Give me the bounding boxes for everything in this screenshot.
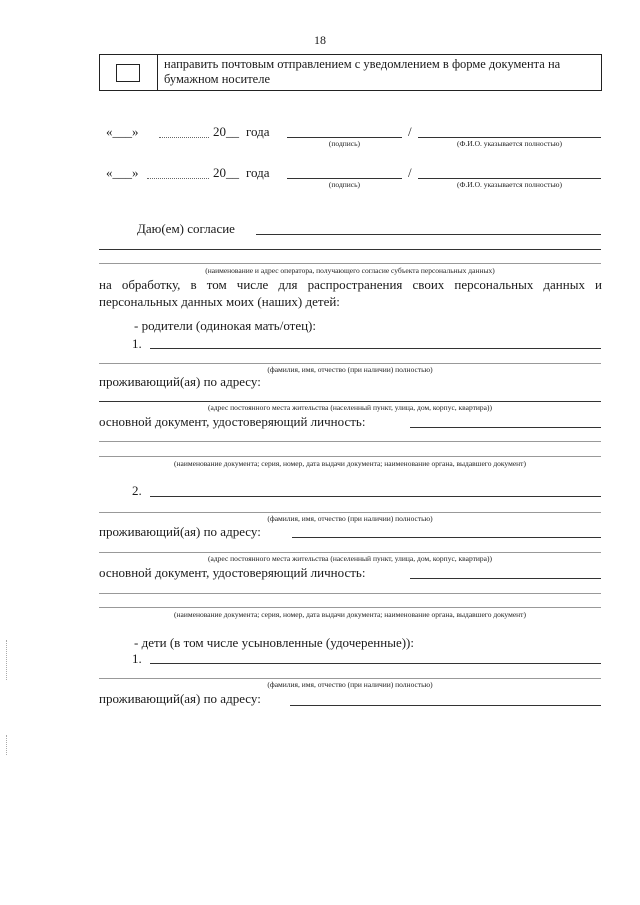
- date-year: 20__: [213, 165, 239, 180]
- mail-option-text: направить почтовым отправлением с уведомлением в форме документа на бумажном носителе: [164, 57, 561, 86]
- date-year: 20__: [213, 124, 239, 139]
- mail-option-checkbox[interactable]: [116, 64, 140, 82]
- fio-caption: (Ф.И.О. указывается полностью): [457, 180, 562, 189]
- parent-address-line-2[interactable]: [99, 552, 601, 553]
- page-number: 18: [314, 33, 326, 47]
- scan-mark: [6, 735, 7, 755]
- parent-doc-line-3[interactable]: [99, 456, 601, 457]
- parent-number: 1.: [132, 336, 142, 351]
- consent-purpose: на обработку, в том числе для распространения своих персональных данных и персональных данных моих (наших) детей:: [99, 277, 602, 309]
- parent-doc-caption: (наименование документа; серия, номер, дата выдачи документа; наименование органа, выдавшего документ): [174, 610, 526, 619]
- parent-number: 2.: [132, 483, 142, 498]
- parent-address-line[interactable]: [99, 401, 601, 402]
- parent-address-label: проживающий(ая) по адресу:: [99, 374, 261, 389]
- operator-line-3[interactable]: [99, 263, 601, 264]
- parent-fio-caption: (фамилия, имя, отчество (при наличии) полностью): [267, 365, 433, 374]
- fio-line[interactable]: [418, 178, 601, 179]
- parent-doc-caption: (наименование документа; серия, номер, дата выдачи документа; наименование органа, выдавшего документ): [174, 459, 526, 468]
- child-address-line[interactable]: [290, 705, 601, 706]
- consent-label: Даю(ем) согласие: [137, 221, 235, 236]
- mail-option-row: [99, 54, 602, 91]
- child-fio-caption: (фамилия, имя, отчество (при наличии) полностью): [267, 680, 433, 689]
- operator-line[interactable]: [256, 234, 601, 235]
- parents-heading: - родители (одинокая мать/отец):: [134, 318, 316, 333]
- parent-fio-line-2[interactable]: [99, 363, 601, 364]
- parent-doc-line-2[interactable]: [99, 441, 601, 442]
- child-number: 1.: [132, 651, 142, 666]
- parent-address-caption: (адрес постоянного места жительства (населенный пункт, улица, дом, корпус, квартира)): [208, 554, 492, 563]
- parent-doc-label: основной документ, удостоверяющий личность:: [99, 565, 366, 580]
- date-month-line[interactable]: [159, 137, 209, 138]
- parent-doc-line-2[interactable]: [99, 593, 601, 594]
- date-year-label: года: [246, 165, 270, 180]
- parent-doc-line[interactable]: [410, 427, 601, 428]
- parent-doc-line-3[interactable]: [99, 607, 601, 608]
- child-fio-line-2[interactable]: [99, 678, 601, 679]
- slash-separator: /: [408, 124, 412, 139]
- child-address-label: проживающий(ая) по адресу:: [99, 691, 261, 706]
- children-heading: - дети (в том числе усыновленные (удочеренные)):: [134, 635, 414, 650]
- parent-doc-label: основной документ, удостоверяющий личность:: [99, 414, 366, 429]
- signature-line[interactable]: [287, 137, 402, 138]
- parent-address-label: проживающий(ая) по адресу:: [99, 524, 261, 539]
- signature-caption: (подпись): [328, 180, 361, 189]
- parent-fio-line[interactable]: [150, 496, 601, 497]
- child-fio-line[interactable]: [150, 663, 601, 664]
- scan-mark: [6, 640, 7, 680]
- operator-caption: (наименование и адрес оператора, получающего согласие субъекта персональных данных): [205, 266, 495, 275]
- slash-separator: /: [408, 165, 412, 180]
- date-day: «___»: [106, 165, 139, 180]
- checkbox-cell: [100, 55, 158, 90]
- fio-caption: (Ф.И.О. указывается полностью): [457, 139, 562, 148]
- fio-line[interactable]: [418, 137, 601, 138]
- parent-fio-line[interactable]: [150, 348, 601, 349]
- parent-fio-caption: (фамилия, имя, отчество (при наличии) полностью): [267, 514, 433, 523]
- parent-fio-line-2[interactable]: [99, 512, 601, 513]
- signature-caption: (подпись): [328, 139, 361, 148]
- parent-address-line[interactable]: [292, 537, 601, 538]
- parent-doc-line[interactable]: [410, 578, 601, 579]
- date-day: «___»: [106, 124, 139, 139]
- parent-address-caption: (адрес постоянного места жительства (населенный пункт, улица, дом, корпус, квартира)): [208, 403, 492, 412]
- date-year-label: года: [246, 124, 270, 139]
- date-month-line[interactable]: [147, 178, 209, 179]
- signature-line[interactable]: [287, 178, 402, 179]
- operator-line-2[interactable]: [99, 249, 601, 250]
